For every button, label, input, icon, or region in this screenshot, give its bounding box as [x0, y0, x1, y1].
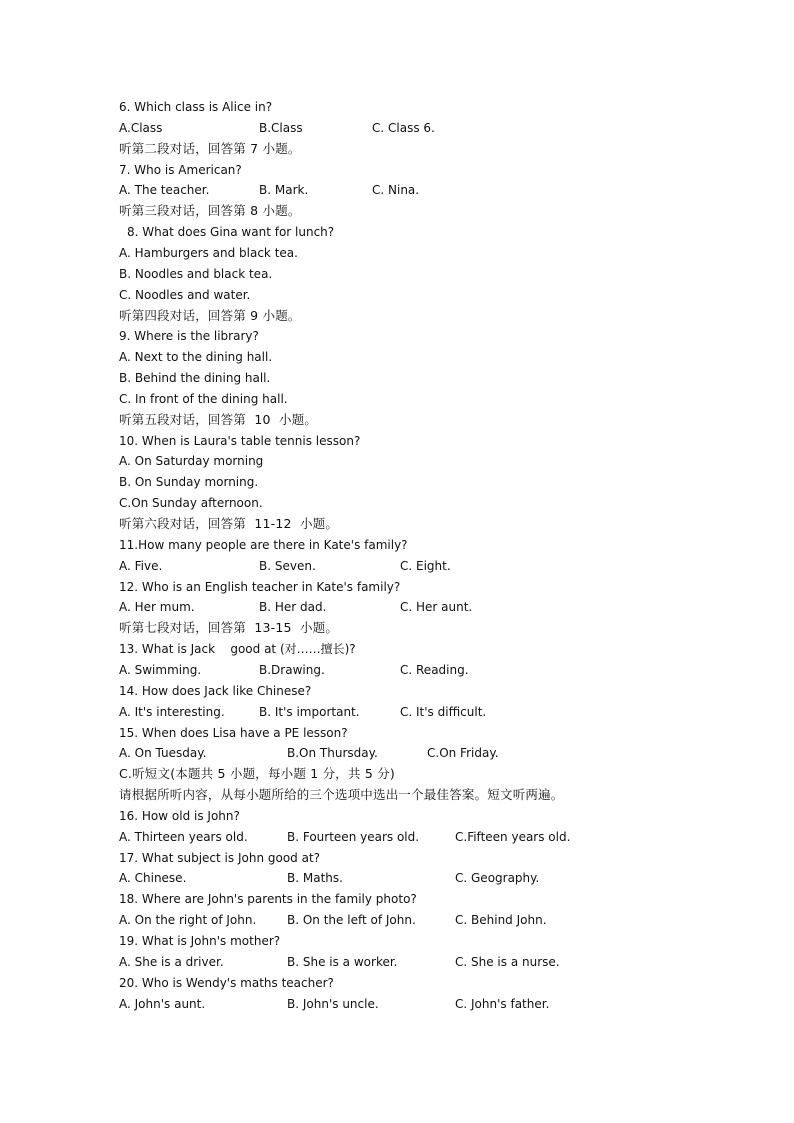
option-c: C.Fifteen years old.: [455, 830, 571, 844]
option-b: B. She is a worker.: [287, 955, 398, 969]
section-heading: 听第二段对话，回答第 7 小题。: [119, 141, 301, 156]
question-line: 15. When does Lisa have a PE lesson?: [119, 726, 348, 740]
option-c: C. John's father.: [455, 997, 550, 1011]
section-heading: C.听短文(本题共 5 小题，每小题 1 分，共 5 分): [119, 766, 395, 781]
section-heading: 听第四段对话，回答第 9 小题。: [119, 308, 301, 323]
question-line: 16. How old is John?: [119, 809, 240, 823]
option-a: A. Chinese.: [119, 871, 187, 885]
option-b: B. Mark.: [259, 183, 309, 197]
question-line: 12. Who is an English teacher in Kate's family?: [119, 580, 401, 594]
option-b: B.Drawing.: [259, 663, 325, 677]
option-a: A. Five.: [119, 559, 163, 573]
option-c: C. She is a nurse.: [455, 955, 560, 969]
option-row: [0, 662, 794, 678]
question-line: B. On Sunday morning.: [119, 475, 259, 489]
option-row: [0, 745, 794, 761]
section-heading: 听第七段对话，回答第 13-15 小题。: [119, 620, 339, 635]
question-line: 19. What is John's mother?: [119, 934, 281, 948]
question-line: 8. What does Gina want for lunch?: [127, 225, 335, 239]
question-line: A. On Saturday morning: [119, 454, 264, 468]
option-a: A. On the right of John.: [119, 913, 257, 927]
question-line: 18. Where are John's parents in the family photo?: [119, 892, 417, 906]
option-a: A. Her mum.: [119, 600, 195, 614]
option-a: A. John's aunt.: [119, 997, 206, 1011]
option-row: [0, 954, 794, 970]
option-c: C. Class 6.: [372, 121, 435, 135]
option-a: A. Swimming.: [119, 663, 202, 677]
section-heading: 请根据所听内容，从每小题所给的三个选项中选出一个最佳答案。短文听两遍。: [119, 787, 564, 802]
option-row: [0, 120, 794, 136]
question-line: A. Next to the dining hall.: [119, 350, 273, 364]
option-row: [0, 558, 794, 574]
option-b: B. Seven.: [259, 559, 316, 573]
option-a: A. She is a driver.: [119, 955, 224, 969]
option-a: A. On Tuesday.: [119, 746, 207, 760]
question-line: C. Noodles and water.: [119, 288, 251, 302]
option-row: [0, 870, 794, 886]
option-b: B. Fourteen years old.: [287, 830, 420, 844]
question-line: 7. Who is American?: [119, 163, 242, 177]
question-line: 11.How many people are there in Kate's family?: [119, 538, 408, 552]
option-b: B. John's uncle.: [287, 997, 379, 1011]
option-row: [0, 829, 794, 845]
option-b: B. Maths.: [287, 871, 343, 885]
option-c: C. Eight.: [400, 559, 451, 573]
option-a: A.Class: [119, 121, 163, 135]
option-row: [0, 704, 794, 720]
option-a: A. It's interesting.: [119, 705, 225, 719]
option-b: B.Class: [259, 121, 303, 135]
question-line: 17. What subject is John good at?: [119, 851, 321, 865]
option-b: B. On the left of John.: [287, 913, 416, 927]
option-c: C. Her aunt.: [400, 600, 473, 614]
question-line: 9. Where is the library?: [119, 329, 259, 343]
question-line: C. In front of the dining hall.: [119, 392, 288, 406]
question-line: 10. When is Laura's table tennis lesson?: [119, 434, 361, 448]
question-line: 20. Who is Wendy's maths teacher?: [119, 976, 334, 990]
option-row: [0, 996, 794, 1012]
question-line: 13. What is Jack good at (对……擅长)?: [119, 642, 356, 656]
option-b: B. It's important.: [259, 705, 360, 719]
option-c: C. Reading.: [400, 663, 469, 677]
option-row: [0, 912, 794, 928]
option-a: A. The teacher.: [119, 183, 210, 197]
option-b: B. Her dad.: [259, 600, 327, 614]
option-c: C. Behind John.: [455, 913, 547, 927]
question-line: 6. Which class is Alice in?: [119, 100, 273, 114]
option-row: [0, 599, 794, 615]
option-c: C. It's difficult.: [400, 705, 487, 719]
question-line: 14. How does Jack like Chinese?: [119, 684, 312, 698]
option-c: C.On Friday.: [427, 746, 499, 760]
option-row: [0, 182, 794, 198]
section-heading: 听第六段对话，回答第 11-12 小题。: [119, 516, 339, 531]
option-c: C. Nina.: [372, 183, 420, 197]
section-heading: 听第五段对话，回答第 10 小题。: [119, 412, 318, 427]
option-b: B.On Thursday.: [287, 746, 378, 760]
option-c: C. Geography.: [455, 871, 540, 885]
question-line: B. Behind the dining hall.: [119, 371, 271, 385]
section-heading: 听第三段对话，回答第 8 小题。: [119, 203, 301, 218]
question-line: A. Hamburgers and black tea.: [119, 246, 298, 260]
option-a: A. Thirteen years old.: [119, 830, 248, 844]
question-line: C.On Sunday afternoon.: [119, 496, 263, 510]
question-line: B. Noodles and black tea.: [119, 267, 273, 281]
